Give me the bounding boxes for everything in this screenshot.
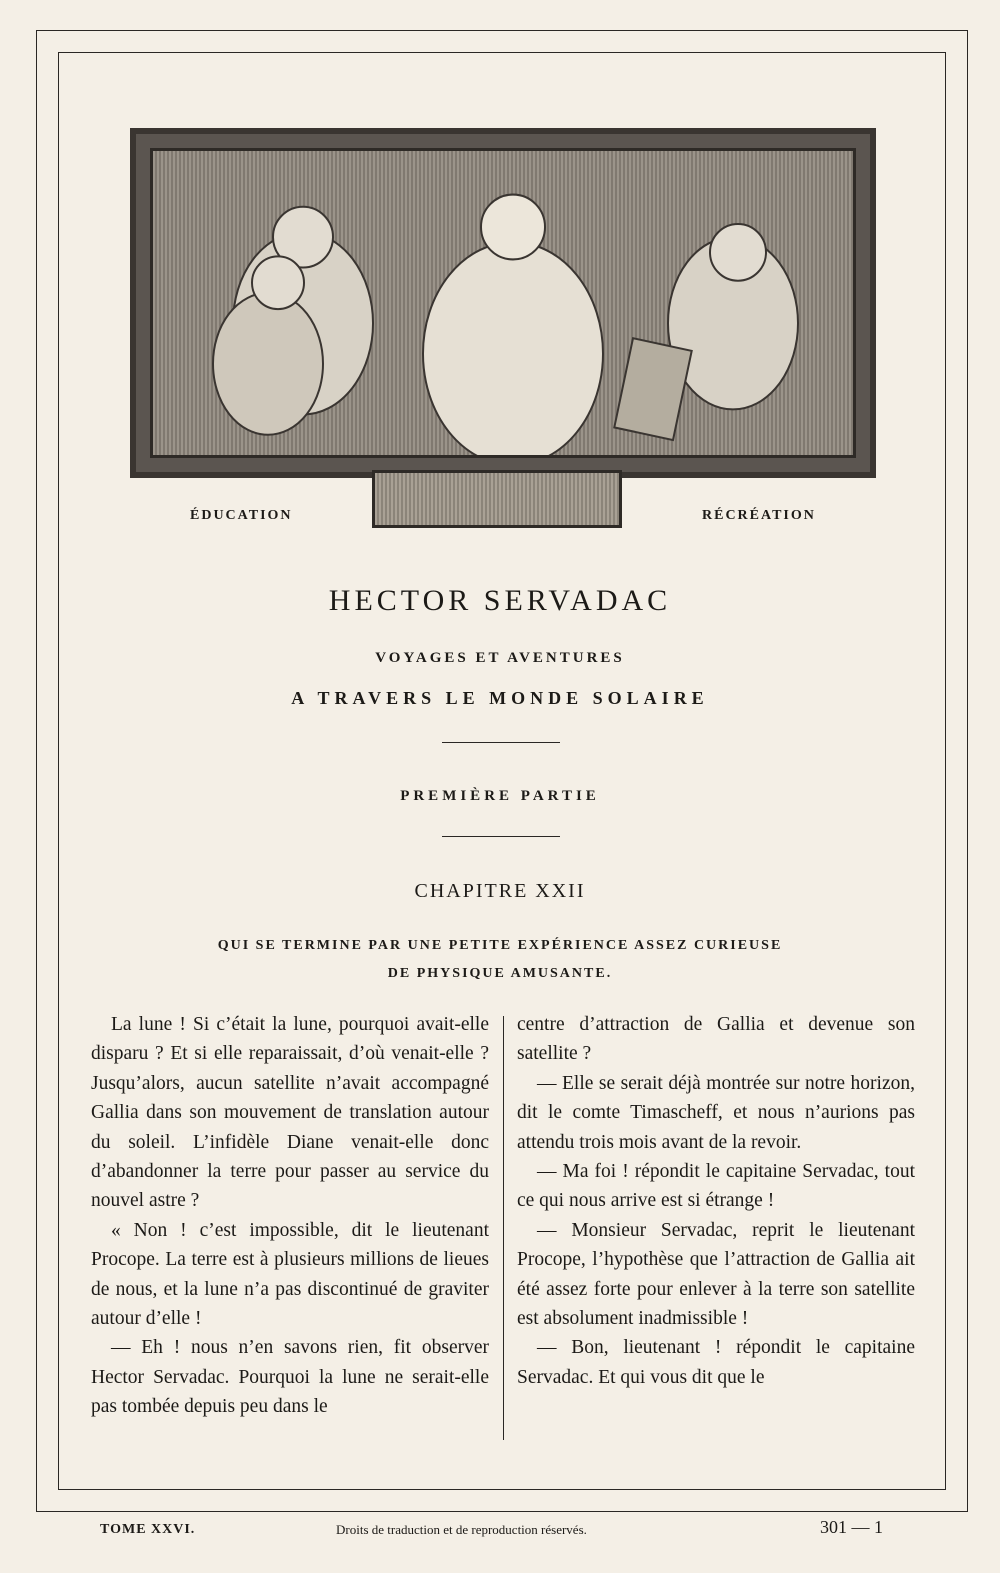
footer-page-number: 301 — 1 (820, 1517, 883, 1537)
title-rule (442, 742, 560, 743)
header-engraving (130, 128, 876, 478)
footer-rights: Droits de traduction et de reproduction réservés. (336, 1522, 587, 1537)
footer-volume: TOME XXVI. (100, 1522, 196, 1537)
paragraph: — Elle se serait déjà montrée sur notre horizon, dit le comte Timascheff, et nous n’aurions pas attendu trois mois avant de la revoir. (517, 1072, 915, 1153)
book-title: HECTOR SERVADAC (328, 584, 672, 617)
paragraph: — Eh ! nous n’en savons rien, fit observer Hector Servadac. Pourquoi la lune ne serait-elle pas tombée depuis peu dans le (91, 1337, 489, 1418)
chapter-subtitle-line-1: QUI SE TERMINE PAR UNE PETITE EXPÉRIENCE ASSEZ CURIEUSE (217, 938, 783, 953)
paragraph: — Ma foi ! répondit le capitaine Servadac, tout ce qui nous arrive est si étrange ! (517, 1161, 915, 1212)
allegory-figures-image (153, 151, 853, 455)
text-column-left (91, 1010, 489, 1422)
part-heading: PREMIÈRE PARTIE (400, 788, 600, 804)
chapter-subtitle-line-2: DE PHYSIQUE AMUSANTE. (387, 966, 613, 981)
paragraph: centre d’attraction de Gallia et devenue son satellite ? (517, 1014, 915, 1065)
text-column-right (517, 1010, 915, 1392)
paragraph: — Monsieur Servadac, reprit le lieutenant Procope, l’hypothèse que l’attraction de Gallia ait été assez forte pour enlever à la terre son satellite est absolument inadmissible ! (517, 1219, 915, 1330)
book-subtitle-series: VOYAGES ET AVENTURES (375, 650, 625, 666)
paragraph: La lune ! Si c’était la lune, pourquoi avait-elle disparu ? Et si elle reparaissait, d’où venait-elle ? Jusqu’alors, aucun satellite n’avait accompagné Gallia dans son mouvement de translation autour du soleil. L’infidèle Diane venait-elle donc d’abandonner la terre pour passer au service du nouvel astre ? (91, 1014, 489, 1212)
engraving-panel (150, 148, 856, 458)
paragraph: « Non ! c’est impossible, dit le lieutenant Procope. La terre est à plusieurs millions de lieues de nous, et la lune n’a pas discontinué de graviter autour d’elle ! (91, 1219, 489, 1330)
engraving-pedestal (372, 470, 622, 528)
column-divider (503, 1016, 504, 1440)
caption-recreation: RÉCRÉATION (702, 508, 816, 523)
chapter-heading: CHAPITRE XXII (414, 880, 586, 902)
part-rule (442, 836, 560, 837)
caption-education: ÉDUCATION (190, 508, 293, 523)
book-subtitle: A TRAVERS LE MONDE SOLAIRE (291, 688, 709, 708)
paragraph: — Bon, lieutenant ! répondit le capitaine Servadac. Et qui vous dit que le (517, 1337, 915, 1388)
